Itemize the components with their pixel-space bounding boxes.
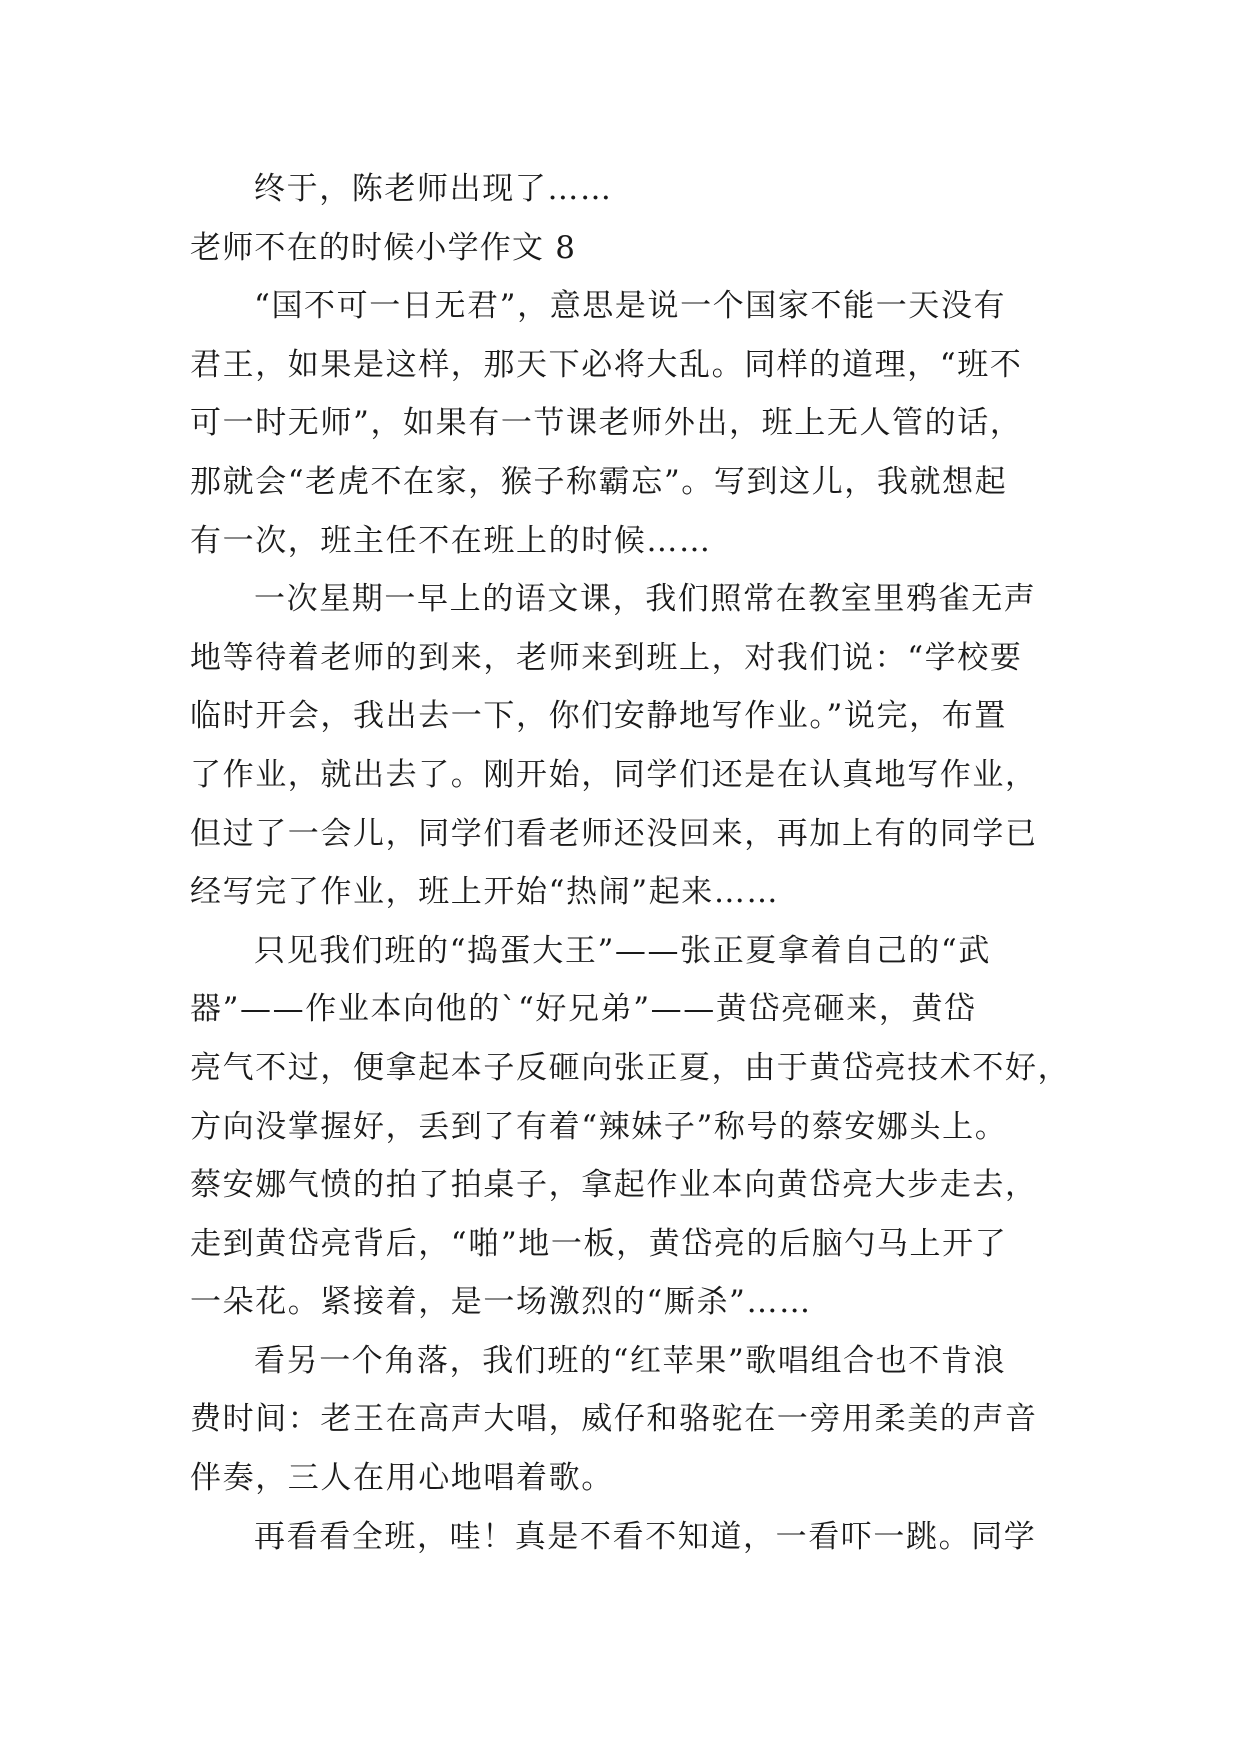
paragraph-line: 再看看全班，哇！真是不看不知道，一看吓一跳。同学 [254, 1518, 1037, 1555]
paragraph-line: 但过了一会儿，同学们看老师还没回来，再加上有的同学已 [190, 815, 1038, 852]
paragraph-line: 地等待着老师的到来，老师来到班上，对我们说：“学校要 [190, 639, 1023, 676]
essay-body [190, 160, 1071, 1566]
paragraph-line: 方向没掌握好，丢到了有着“辣妹子”称号的蔡安娜头上。 [190, 1108, 1008, 1145]
paragraph-line: 器”——作业本向他的`“好兄弟”——黄岱亮砸来，黄岱 [190, 991, 977, 1028]
paragraph-line: 经写完了作业，班上开始“热闹”起来…… [190, 874, 780, 911]
paragraph-line: 只见我们班的“捣蛋大王”——张正夏拿着自己的“武 [254, 932, 991, 969]
paragraph-line: 了作业，就出去了。刚开始，同学们还是在认真地写作业， [190, 756, 1038, 793]
paragraph-line: 可一时无师”，如果有一节课老师外出，班上无人管的话， [190, 405, 1023, 442]
paragraph-line: 费时间：老王在高声大唱，威仔和骆驼在一旁用柔美的声音 [190, 1401, 1038, 1438]
paragraph-line: 临时开会，我出去一下，你们安静地写作业。”说完，布置 [190, 698, 1007, 735]
paragraph-line: 君王，如果是这样，那天下必将大乱。同样的道理，“班不 [190, 346, 1023, 383]
paragraph-line: 一次星期一早上的语文课，我们照常在教室里鸦雀无声 [254, 581, 1037, 618]
paragraph-line: 走到黄岱亮背后，“啪”地一板，黄岱亮的后脑勺马上开了 [190, 1225, 1008, 1262]
paragraph-line: 伴奏，三人在用心地唱着歌。 [190, 1460, 614, 1497]
paragraph-line: 有一次，班主任不在班上的时候…… [190, 522, 712, 559]
paragraph-line: 终于，陈老师出现了…… [254, 171, 613, 207]
essay-title: 老师不在的时候小学作文 8 [190, 229, 577, 266]
paragraph-line: 一朵花。紧接着，是一场激烈的“厮杀”…… [190, 1284, 812, 1321]
paragraph-line: “国不可一日无君”，意思是说一个国家不能一天没有 [254, 288, 1007, 325]
paragraph-line: 看另一个角落，我们班的“红苹果”歌唱组合也不肯浪 [254, 1342, 1007, 1379]
paragraph-line: 那就会“老虎不在家，猴子称霸忘”。写到这儿，我就想起 [190, 463, 1008, 500]
paragraph-line: 蔡安娜气愤的拍了拍桌子，拿起作业本向黄岱亮大步走去， [190, 1167, 1038, 1204]
paragraph-line: 亮气不过，便拿起本子反砸向张正夏，由于黄岱亮技术不好， [190, 1049, 1071, 1086]
